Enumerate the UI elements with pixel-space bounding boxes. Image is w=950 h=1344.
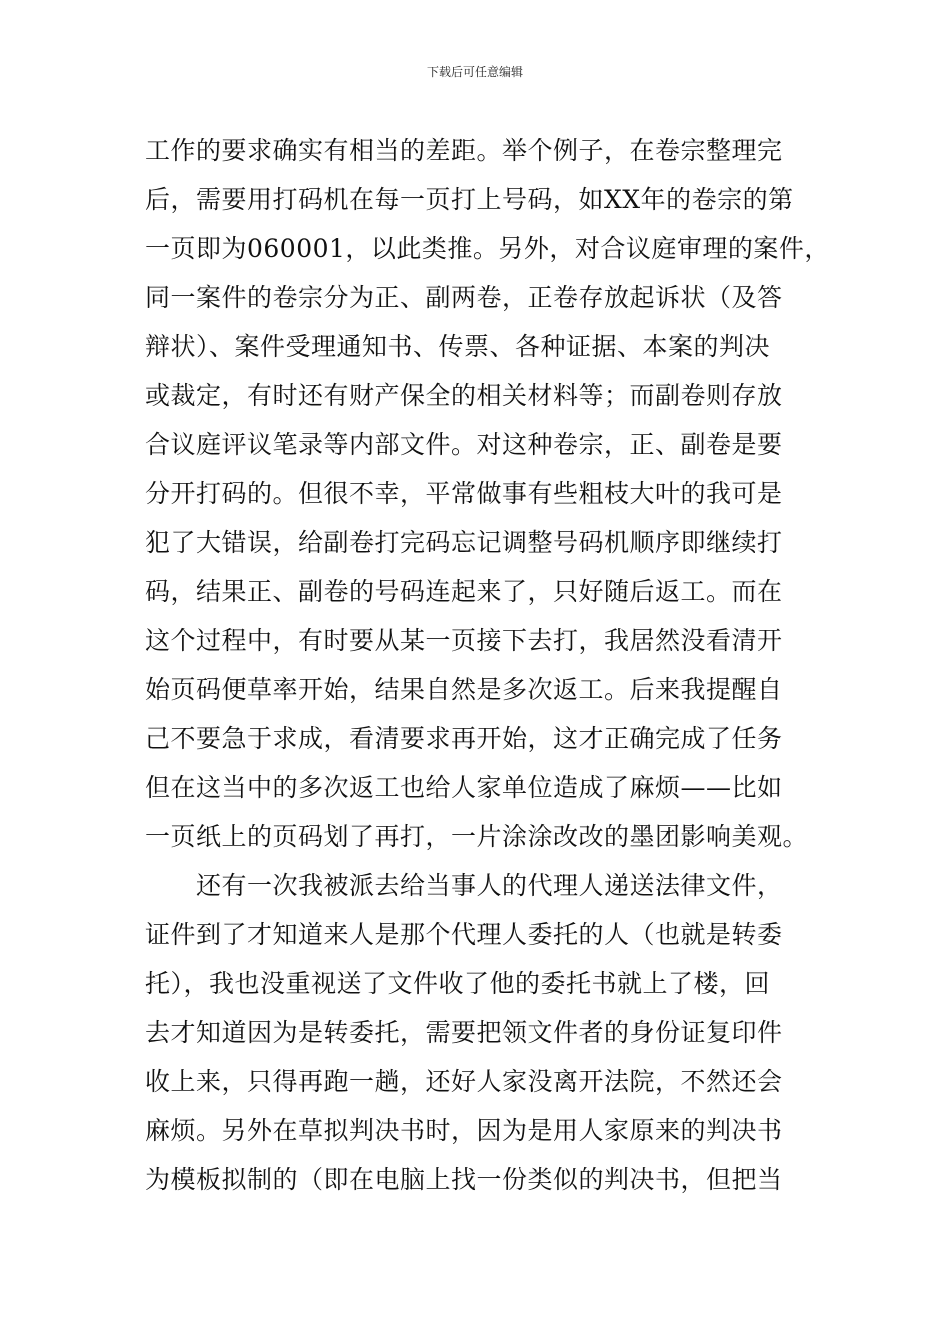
text-line: 犯了大错误，给副卷打完码忘记调整号码机顺序即继续打 [145,528,783,557]
text-line: 始页码便草率开始，结果自然是多次返工。后来我提醒自 [145,675,783,704]
text-line: 合议庭评议笔录等内部文件。对这种卷宗，正、副卷是要 [145,430,783,459]
text-line: 己不要急于求成，看清要求再开始，这才正确完成了任务 [145,724,783,753]
text-line: 同一案件的卷宗分为正、副两卷，正卷存放起诉状（及答 [145,283,783,312]
text-line: 分开打码的。但很不幸，平常做事有些粗枝大叶的我可是 [145,479,783,508]
text-line: 托），我也没重视送了文件收了他的委托书就上了楼，回 [145,969,771,998]
paragraph-start-line: 还有一次我被派去给当事人的代理人递送法律文件， [145,871,783,900]
text-line: 为模板拟制的（即在电脑上找一份类似的判决书，但把当 [145,1165,783,1194]
text-line: 后，需要用打码机在每一页打上号码，如XX年的卷宗的第 [145,185,794,214]
text-line: 这个过程中，有时要从某一页接下去打，我居然没看清开 [145,626,783,655]
text-line: 证件到了才知道来人是那个代理人委托的人（也就是转委 [145,920,783,949]
text-line: 工作的要求确实有相当的差距。举个例子，在卷宗整理完 [145,136,783,165]
text-line: 码，结果正、副卷的号码连起来了，只好随后返工。而在 [145,577,783,606]
text-line: 去才知道因为是转委托，需要把领文件者的身份证复印件 [145,1018,783,1047]
text-line: 但在这当中的多次返工也给人家单位造成了麻烦——比如 [145,773,783,802]
text-line: 辩状）、案件受理通知书、传票、各种证据、本案的判决 [145,332,771,361]
text-line: 一页即为060001，以此类推。另外，对合议庭审理的案件， [145,234,830,263]
page-header: 下载后可任意编辑 [426,65,523,79]
document-body [145,126,835,1204]
text-line: 或裁定，有时还有财产保全的相关材料等；而副卷则存放 [145,381,783,410]
text-line: 收上来，只得再跑一趟，还好人家没离开法院，不然还会 [145,1067,783,1096]
text-line: 麻烦。另外在草拟判决书时，因为是用人家原来的判决书 [145,1116,783,1145]
text-line: 一页纸上的页码划了再打，一片涂涂改改的墨团影响美观。 [145,822,809,851]
